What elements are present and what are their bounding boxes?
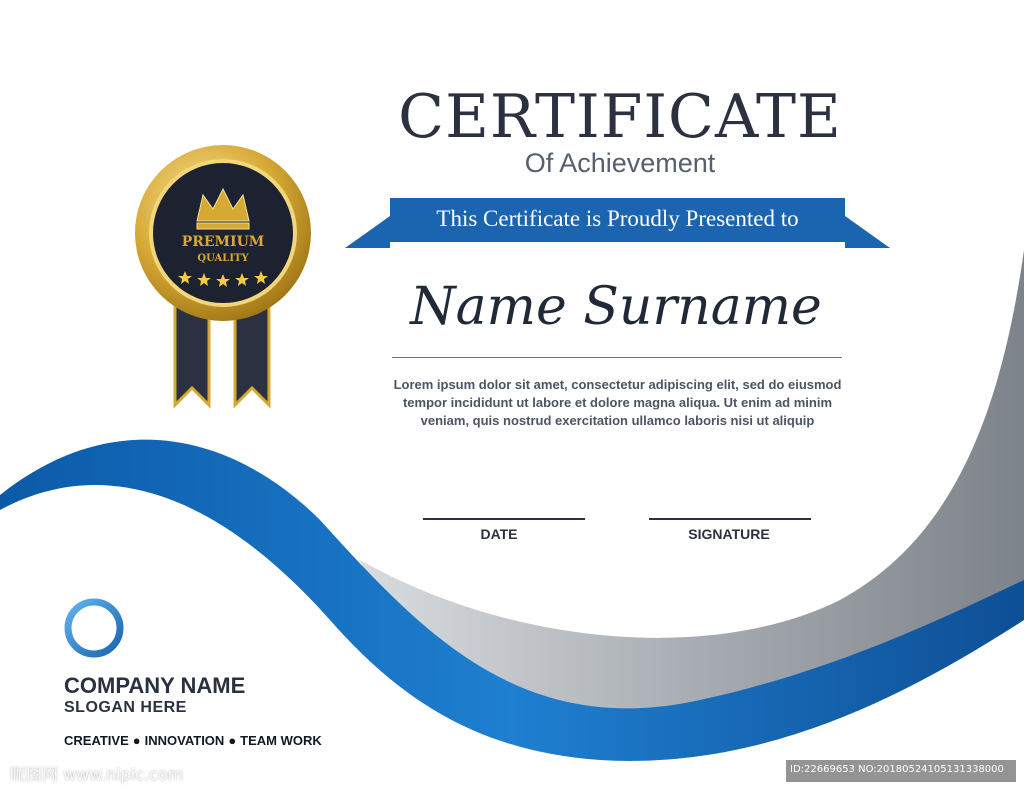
date-line: [423, 518, 585, 520]
tag-item: INNOVATION: [144, 733, 225, 748]
company-slogan: SLOGAN HERE: [64, 699, 187, 716]
presented-to-text: This Certificate is Proudly Presented to: [436, 206, 799, 231]
signature-line: [649, 518, 811, 520]
company-logo-icon: [63, 597, 125, 659]
date-label: DATE: [480, 526, 518, 542]
certificate-body: [355, 376, 880, 430]
company-name: COMPANY NAME: [64, 673, 246, 698]
tag-separator: ●: [132, 733, 141, 748]
tag-item: TEAM WORK: [240, 733, 322, 748]
badge-line2: QUALITY: [197, 253, 249, 264]
recipient-name: Name Surname: [410, 277, 822, 337]
premium-quality-badge: [133, 143, 313, 413]
body-line: veniam, quis nostrud exercitation ullamco laboris nisi ut aliquip: [420, 413, 815, 428]
watermark-left: 昵图网 www.nipic.com: [10, 765, 184, 784]
certificate-title: CERTIFICATE: [398, 82, 842, 152]
body-line: tempor incididunt ut labore et dolore magna aliqua. Ut enim ad minim: [402, 395, 833, 410]
watermark-right: ID:22669653 NO:20180524105131338000: [790, 764, 1004, 775]
company-tags: [64, 733, 322, 749]
badge-line1: PREMIUM: [181, 234, 265, 250]
name-underline: [392, 357, 842, 358]
body-line: Lorem ipsum dolor sit amet, consectetur adipiscing elit, sed do eiusmod: [393, 377, 842, 392]
tag-separator: ●: [228, 733, 237, 748]
certificate-subtitle: Of Achievement: [524, 148, 716, 178]
tag-item: CREATIVE: [64, 733, 129, 748]
signature-label: SIGNATURE: [688, 526, 770, 542]
